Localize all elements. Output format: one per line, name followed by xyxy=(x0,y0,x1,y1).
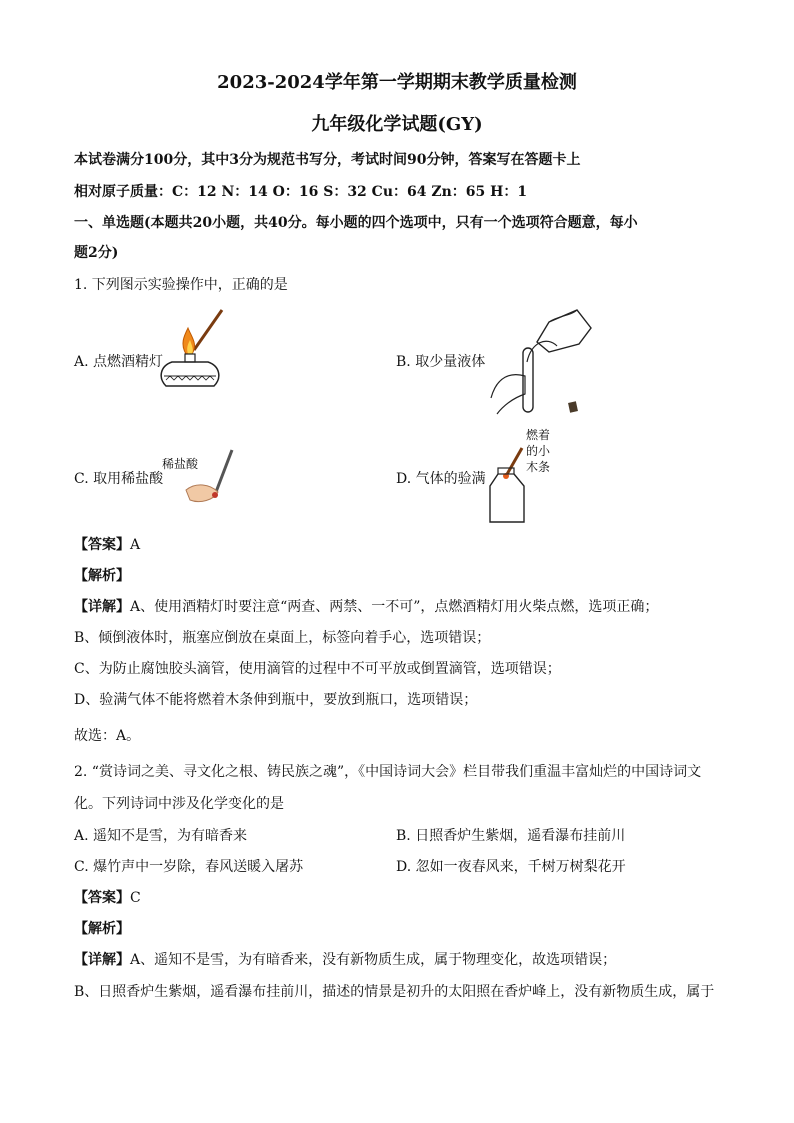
q2-detail-a: 【详解】A、遥知不是雪，为有暗香来，没有新物质生成，属于物理变化，故选项错误； xyxy=(74,952,617,968)
section-heading-cont: 题2分) xyxy=(74,245,119,261)
q2-analysis-tag: 【解析】 xyxy=(74,921,130,937)
q1-analysis-tag: 【解析】 xyxy=(74,568,130,584)
q2-option-c: C. 爆竹声中一岁除，春风送暖入屠苏 xyxy=(74,859,304,875)
q2-option-b: B. 日照香炉生紫烟，遥看瀑布挂前川 xyxy=(396,828,626,844)
dropper-figure xyxy=(160,446,240,506)
dilute-hcl-label: 稀盐酸 xyxy=(162,457,199,471)
alcohol-lamp-figure xyxy=(152,306,232,390)
match-stick xyxy=(194,310,222,350)
q2-option-d: D. 忽如一夜春风来，千树万树梨花开 xyxy=(396,859,626,875)
q2-detail-b: B、日照香炉生紫烟，遥看瀑布挂前川，描述的情景是初升的太阳照在香炉峰上，没有新物质生成，属于 xyxy=(74,984,715,1000)
exam-title: 2023-2024学年第一学期期末教学质量检测 xyxy=(217,72,577,93)
holding-hand xyxy=(491,375,525,414)
q1-option-d: D. 气体的验满 xyxy=(396,471,486,487)
exam-info-score: 本试卷满分100分，其中3分为规范书写分，考试时间90分钟，答案写在答题卡上 xyxy=(74,152,581,168)
gas-bottle xyxy=(490,474,524,522)
gas-bottle-figure xyxy=(484,426,564,526)
q1-detail-a: 【详解】A、使用酒精灯时要注意“两查、两禁、一不可”，点燃酒精灯用火柴点燃，选项正确； xyxy=(74,599,659,615)
q1-option-b: B. 取少量液体 xyxy=(396,354,486,370)
stick-label-3: 木条 xyxy=(526,460,551,474)
atomic-mass-line: 相对原子质量：C：12 N：14 O：16 S：32 Cu：64 Zn：65 H：1 xyxy=(74,184,528,200)
stopper xyxy=(568,401,578,412)
exam-subtitle: 九年级化学试题(GY) xyxy=(311,114,483,135)
q2-answer: 【答案】C xyxy=(74,890,141,906)
q1-answer: 【答案】A xyxy=(74,537,141,553)
q1-detail-d: D、验满气体不能将燃着木条伸到瓶中，要放到瓶口，选项错误； xyxy=(74,692,478,708)
stick-label-2: 的小 xyxy=(526,444,551,458)
drop-icon xyxy=(212,492,218,498)
q1-conclusion: 故选：A。 xyxy=(74,728,141,744)
q1-detail-b: B、倾倒液体时，瓶塞应倒放在桌面上，标签向着手心，选项错误； xyxy=(74,630,491,646)
lamp-body xyxy=(161,362,219,386)
q2-option-a: A. 遥知不是雪，为有暗香来 xyxy=(74,828,248,844)
q1-detail-c: C、为防止腐蚀胶头滴管，使用滴管的过程中不可平放或倒置滴管，选项错误； xyxy=(74,661,561,677)
pour-liquid-figure xyxy=(487,302,607,420)
question-2-stem: 2. “赏诗词之美、寻文化之根、铸民族之魂”，《中国诗词大会》栏目带我们重温丰富灿烂的中国诗词文 xyxy=(74,764,702,780)
question-1-stem: 1. 下列图示实验操作中，正确的是 xyxy=(74,277,288,293)
section-heading: 一、单选题(本题共20小题，共40分。每小题的四个选项中，只有一个选项符合题意，每小 xyxy=(74,215,638,231)
q1-option-c: C. 取用稀盐酸 xyxy=(74,471,164,487)
stick-label-1: 燃着 xyxy=(526,428,551,442)
question-2-stem-cont: 化。下列诗词中涉及化学变化的是 xyxy=(74,796,284,812)
dropper-tube xyxy=(216,450,232,492)
q1-option-a: A. 点燃酒精灯 xyxy=(74,354,164,370)
